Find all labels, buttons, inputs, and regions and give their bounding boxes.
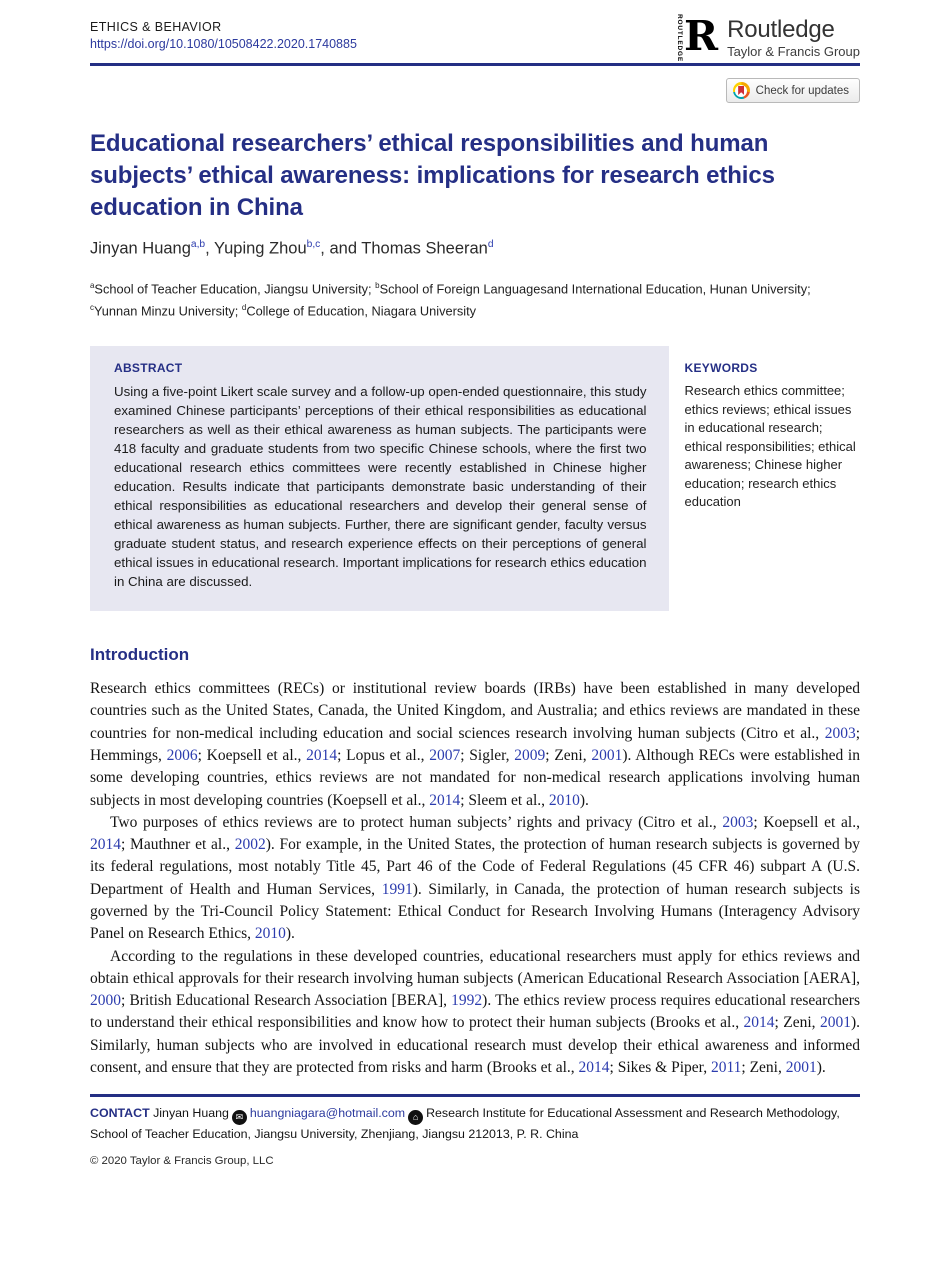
citation-year-link[interactable]: 2009 (514, 746, 546, 764)
text-run: ; Zeni, (545, 746, 592, 764)
crossmark-icon (733, 82, 750, 99)
citation-year-link[interactable]: 2000 (90, 992, 121, 1010)
citation-year-link[interactable]: 2006 (166, 746, 198, 764)
keywords-column (685, 346, 861, 611)
check-for-updates-label: Check for updates (755, 84, 849, 97)
text-run: ; Sikes & Piper, (609, 1059, 711, 1077)
citation-year-link[interactable]: 2010 (548, 791, 580, 809)
article-title: Educational researchers’ ethical responsibilities and human subjects’ ethical awareness: implications for research ethics education in China (90, 130, 775, 221)
contact-line (90, 1104, 860, 1143)
introduction-heading: Introduction (90, 645, 190, 665)
footer-rule (90, 1094, 860, 1097)
journal-block (90, 14, 357, 53)
citation-year-link[interactable]: 2014 (306, 746, 338, 764)
citation-year-link[interactable]: 1992 (451, 992, 483, 1010)
body-paragraph (90, 946, 860, 1080)
affiliation-superscript: a (90, 280, 95, 290)
author-list (90, 239, 860, 259)
publisher-group: Taylor & Francis Group (727, 44, 860, 59)
body-paragraph (90, 678, 860, 812)
text-run: ). The ethics review process requires educational researchers to understand their ethical responsibilities and know how to protect their human subjects (Brooks et al., (90, 992, 860, 1032)
citation-year-link[interactable]: 2014 (90, 836, 121, 854)
text-run: ; Zeni, (774, 1014, 820, 1032)
text-run: Yunnan Minzu University; (93, 303, 242, 319)
routledge-r-icon: R (683, 12, 719, 60)
publisher-name: Routledge (727, 16, 835, 43)
contact-name: Jinyan Huang (153, 1106, 229, 1121)
text-run: ; British Educational Research Association [BERA], (121, 992, 452, 1010)
text-run: ; Zeni, (741, 1059, 786, 1077)
text-run: , Yuping Zhou (205, 239, 307, 258)
text-run: School of Foreign Languagesand International Education, Hunan University; (379, 280, 811, 296)
badge-row (90, 78, 860, 104)
citation-year-link[interactable]: 2001 (785, 1059, 817, 1077)
citation-year-link[interactable]: 2011 (710, 1059, 742, 1077)
text-run: ). For example, in the United States, the protection of human research subjects is governed by its federal regulations, most notably Title 45, Part 46 of the Code of Federal Regulations (45 CFR 46) subpart A (U.S. Department of Health and Human Services, (90, 836, 860, 898)
citation-year-link[interactable]: 2003 (722, 813, 754, 831)
copyright-notice: © 2020 Taylor & Francis Group, LLC (90, 1154, 274, 1167)
contact-label: CONTACT (90, 1106, 150, 1121)
affiliations (90, 276, 860, 321)
citation-year-link[interactable]: 2014 (743, 1014, 775, 1032)
text-run: ; Koepsell et al., (753, 813, 860, 831)
text-run: Two purposes of ethics reviews are to protect human subjects’ rights and privacy (Citro et al., (110, 813, 723, 831)
text-run: ). (285, 925, 295, 943)
text-run: ). Similarly, in Canada, the protection of human research subjects is governed by the Tri-Council Policy Statement: Ethical Conduct for Research Involving Humans (Interagency Advisory Panel on Research Ethics, (90, 880, 860, 943)
affiliation-superscript: a,b (190, 239, 206, 250)
routledge-logo (675, 12, 860, 63)
citation-year-link[interactable]: 2014 (429, 791, 461, 809)
text-run: Jinyan Huang (90, 239, 191, 258)
text-run: ). Similarly, human subjects who are involved in educational research must develop their ethical awareness and informed consent, and ensure that they are protected from risks and harm (Brooks et al., (90, 1014, 860, 1077)
body-paragraph (90, 812, 860, 946)
text-run: ; Hemmings, (90, 724, 860, 764)
citation-year-link[interactable]: 2014 (578, 1059, 610, 1077)
routledge-logo-mark (675, 12, 719, 63)
text-run: ). (579, 791, 589, 809)
text-run: According to the regulations in these developed countries, educational researchers must apply for ethics reviews and obtain ethical approvals for their research involving human subjects (American Educational Research Association [AERA], (90, 947, 860, 987)
check-for-updates-button[interactable] (726, 78, 860, 103)
citation-year-link[interactable]: 2010 (254, 925, 286, 943)
abstract-text: Using a five-point Likert scale survey and a follow-up open-ended questionnaire, this study examined Chinese participants’ perceptions of their ethical responsibilities as educational researchers as well as their ethical awareness as human subjects. The participants were 418 faculty and graduate students from two specific Chinese schools, where the first two educational research ethics committees were recently established in Chinese higher education. Results indicate that participants demonstrate basic understanding of their ethical responsibilities as educational researchers and develop their general sense of ethical awareness as human subjects. Further, there are significant gender, faculty versus graduate student status, and research experience effects on their perceptions of general ethical issues in educational research. Important implications for research ethics education in China are discussed. (114, 384, 647, 590)
text-run: School of Teacher Education, Jiangsu University; (94, 280, 376, 296)
text-run: , and Thomas Sheeran (320, 239, 488, 258)
email-link[interactable]: huangniagara@hotmail.com (249, 1106, 406, 1121)
citation-year-link[interactable]: 2007 (429, 746, 461, 764)
citation-year-link[interactable]: 2002 (234, 836, 266, 854)
journal-name: ETHICS & BEHAVIOR (90, 20, 222, 34)
citation-year-link[interactable]: 1991 (381, 880, 413, 898)
affiliation-superscript: b,c (306, 239, 321, 250)
keywords-heading: KEYWORDS (684, 361, 758, 376)
citation-year-link[interactable]: 2001 (819, 1014, 851, 1032)
address-icon: ⌂ (408, 1110, 423, 1125)
affiliation-superscript: d (487, 239, 494, 250)
affiliation-superscript: b (375, 280, 380, 290)
text-run: ; Lopus et al., (337, 746, 430, 764)
text-run: ). (816, 1059, 826, 1077)
keywords-text: Research ethics committee; ethics reviews; ethical issues in educational research; ethical responsibilities; ethical awareness; Chinese higher education; research ethics education (684, 383, 856, 510)
doi-link[interactable]: https://doi.org/10.1080/10508422.2020.1740885 (90, 37, 357, 51)
abstract-box (90, 346, 669, 611)
abstract-section (90, 346, 860, 611)
affiliation-superscript: c (90, 302, 94, 312)
citation-year-link[interactable]: 2001 (591, 746, 623, 764)
page-header (90, 12, 860, 63)
email-icon: ✉ (232, 1110, 247, 1125)
abstract-heading: ABSTRACT (114, 361, 183, 376)
text-run: ; Sleem et al., (460, 791, 549, 809)
header-rule (90, 63, 860, 66)
routledge-vertical-text: ROUTLEDGE (675, 14, 683, 63)
text-run: ). Although RECs were established in some developing countries, ethics reviews are not mandated for non-medical research applications involving human subjects in most developing countries (Koepsell et al., (90, 746, 860, 809)
text-run: ; Koepsell et al., (197, 746, 307, 764)
text-run: ; Sigler, (460, 746, 515, 764)
text-run: College of Education, Niagara University (246, 303, 477, 319)
text-run: ; Mauthner et al., (121, 836, 235, 854)
publisher-names (727, 14, 860, 59)
text-run: Research ethics committees (RECs) or institutional review boards (IRBs) have been established in many developed countries such as the United States, Canada, the United Kingdom, and Australia; and ethics reviews are mandated in these countries for non-medical including education and social sciences research involving human subjects (Citro et al., (90, 680, 860, 742)
contact-affiliation: Research Institute for Educational Assessment and Research Methodology, School of Teacher Education, Jiangsu University, Zhenjiang, Jiangsu 212013, P. R. China (90, 1106, 840, 1142)
affiliation-superscript: d (241, 302, 247, 312)
citation-year-link[interactable]: 2003 (824, 724, 856, 742)
introduction-body (90, 678, 860, 1079)
